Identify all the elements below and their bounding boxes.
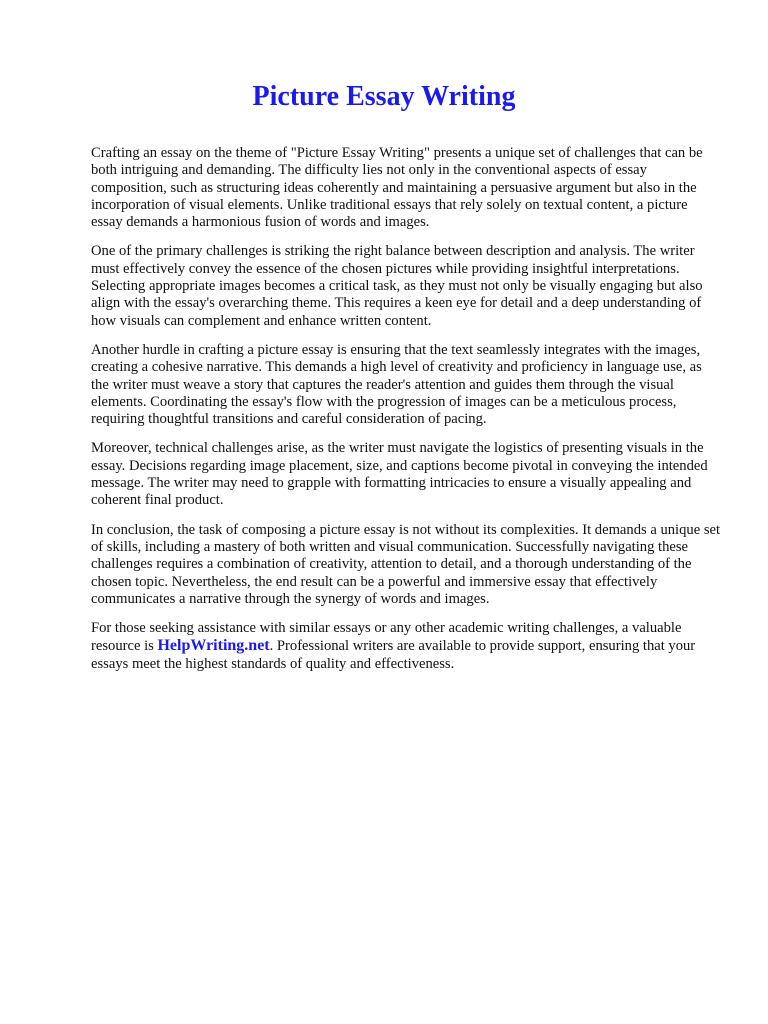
paragraph-6-text-after-link: . Professional writers are available to provide support, ensuring that your essays meet the highest standards of quality and effectiveness. [91,638,696,672]
paragraph-4: Moreover, technical challenges arise, as the writer must navigate the logistics of presenting visuals in the essay. Decisions regarding image placement, size, and captions become pivotal in conveying the intended message. The writer may need to grapple with formatting intricacies to ensure a visually appealing and coherent final product. [91,440,708,509]
essay-body [91,145,721,685]
page-title: Picture Essay Writing [252,81,516,112]
helpwriting-link[interactable]: HelpWriting.net [157,637,270,655]
paragraph-5: In conclusion, the task of composing a picture essay is not without its complexities. It demands a unique set of skills, including a mastery of both written and visual communication. Successfully navigating these challenges requires a combination of creativity, attention to detail, and a thorough understanding of the chosen topic. Nevertheless, the end result can be a powerful and immersive essay that effectively communicates a narrative through the synergy of words and images. [91,521,721,607]
paragraph-6 [91,620,721,673]
paragraph-1: Crafting an essay on the theme of "Picture Essay Writing" presents a unique set of challenges that can be both intriguing and demanding. The difficulty lies not only in the conventional aspects of essay composition, such as structuring ideas coherently and maintaining a persuasive argument but also in the incorporation of visual elements. Unlike traditional essays that rely solely on textual content, a picture essay demands a harmonious fusion of words and images. [91,145,703,231]
paragraph-3: Another hurdle in crafting a picture essay is ensuring that the text seamlessly integrates with the images, creating a cohesive narrative. This demands a high level of creativity and proficiency in language use, as the writer must weave a story that captures the reader's attention and guides them through the visual elements. Coordinating the essay's flow with the progression of images can be a meticulous process, requiring thoughtful transitions and careful consideration of pacing. [91,341,702,428]
paragraph-2: One of the primary challenges is striking the right balance between description and analysis. The writer must effectively convey the essence of the chosen pictures while providing insightful interpretations. Selecting appropriate images becomes a critical task, as they must not only be visually engaging but also align with the essay's overarching theme. This requires a keen eye for detail and a deep understanding of how visuals can complement and enhance written content. [91,243,703,329]
paragraph-6-text-before-link: For those seeking assistance with similar essays or any other academic writing challenges, a valuable resource is [91,620,682,655]
